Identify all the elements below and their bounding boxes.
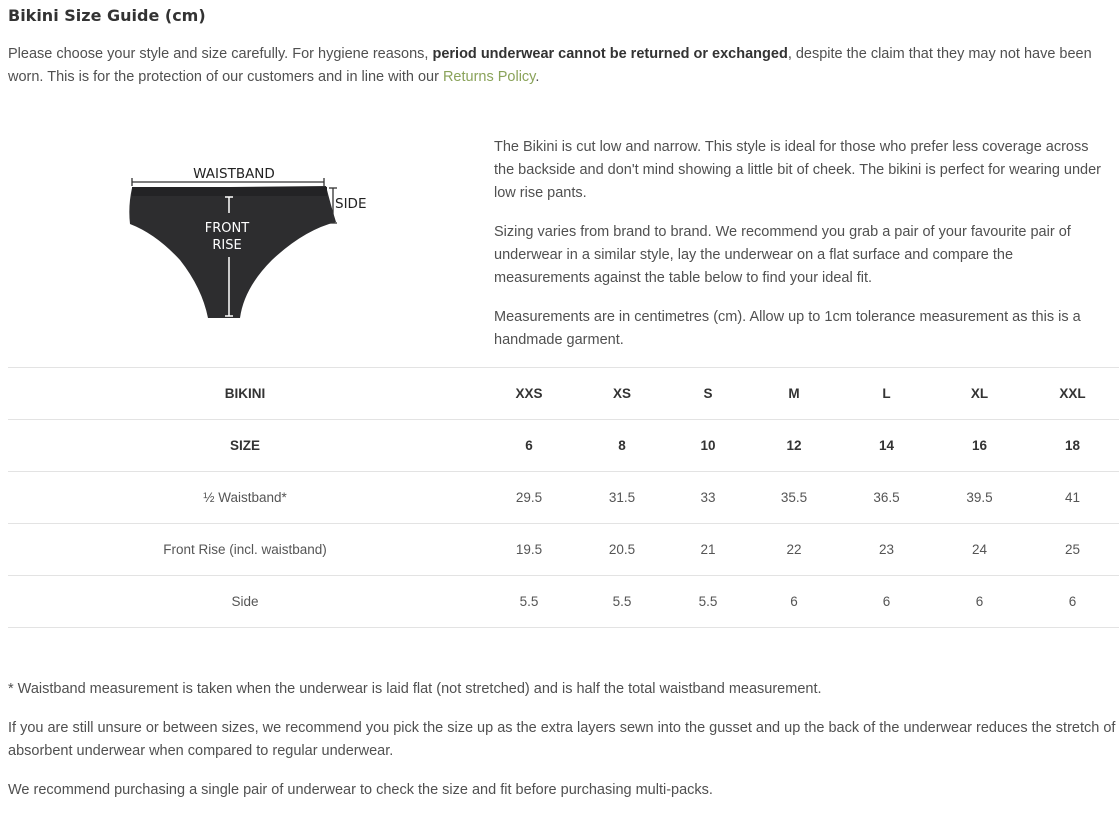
description-paragraph: Measurements are in centimetres (cm). Allow up to 1cm tolerance measurement as this is a handmade garment. [494,309,1081,348]
table-cell: 39.5 [933,472,1026,524]
table-cell: 36.5 [840,472,933,524]
front-label: FRONT [204,221,250,236]
table-cell: 35.5 [748,472,840,524]
table-row [8,576,1119,628]
side-label: SIDE [335,196,367,212]
table-cell: S [668,368,748,420]
purchase-advice: We recommend purchasing a single pair of underwear to check the size and fit before purchasing multi-packs. [8,782,713,798]
style-description [494,136,1104,368]
bikini-diagram-icon [122,160,372,325]
page-title: Bikini Size Guide (cm) [8,6,206,25]
table-row [8,524,1119,576]
table-cell: 21 [668,524,748,576]
table-cell: 33 [668,472,748,524]
table-cell: 22 [748,524,840,576]
table-cell: XL [933,368,1026,420]
table-cell: L [840,368,933,420]
table-cell: 16 [933,420,1026,472]
table-cell: 5.5 [668,576,748,628]
table-row [8,420,1119,472]
table-cell: SIZE [8,420,482,472]
table-cell: 18 [1026,420,1119,472]
waistband-band [132,187,327,196]
table-cell: 10 [668,420,748,472]
intro-text-continued: , despite the claim that they may not have been worn. This is for the protection of our customers and in line with our [8,46,1092,85]
table-cell: 19.5 [482,524,576,576]
table-cell: 6 [482,420,576,472]
table-cell: 31.5 [576,472,668,524]
table-cell: BIKINI [8,368,482,420]
description-paragraph: Sizing varies from brand to brand. We recommend you grab a pair of your favourite pair of underwear in a similar style, lay the underwear on a flat surface and compare the measurements against the table below to find your ideal fit. [494,224,1071,286]
table-header-row [8,368,1119,420]
table-cell: Side [8,576,482,628]
table-cell: 20.5 [576,524,668,576]
returns-policy-link[interactable]: Returns Policy [442,69,536,85]
table-cell: XXS [482,368,576,420]
table-cell: 41 [1026,472,1119,524]
footnote-waistband: * Waistband measurement is taken when the underwear is laid flat (not stretched) and is half the total waistband measurement. [8,681,822,697]
intro-bold-notice: period underwear cannot be returned or exchanged [432,46,788,62]
table-cell: 6 [1026,576,1119,628]
table-cell: 6 [933,576,1026,628]
footer-notes [8,678,1116,818]
intro-text: Please choose your style and size carefully. For hygiene reasons, [8,46,433,62]
sizing-advice: If you are still unsure or between sizes, we recommend you pick the size up as the extra layers sewn into the gusset and up the back of the underwear reduces the stretch of absorbent underwear when compared to regular underwear. [8,720,1116,759]
table-cell: 14 [840,420,933,472]
intro-paragraph [8,43,1116,89]
table-cell: 25 [1026,524,1119,576]
table-cell: XS [576,368,668,420]
rise-label: RISE [212,238,242,253]
table-cell: 6 [748,576,840,628]
table-cell: 23 [840,524,933,576]
table-cell: 6 [840,576,933,628]
table-cell: 5.5 [482,576,576,628]
waistband-label: WAISTBAND [193,166,275,182]
table-cell: ½ Waistband* [8,472,482,524]
table-cell: 5.5 [576,576,668,628]
table-cell: Front Rise (incl. waistband) [8,524,482,576]
table-row [8,472,1119,524]
table-cell: M [748,368,840,420]
table-cell: 24 [933,524,1026,576]
description-paragraph: The Bikini is cut low and narrow. This style is ideal for those who prefer less coverage across the backside and don't mind showing a little bit of cheek. The bikini is perfect for wearing under low rise pants. [494,139,1102,201]
intro-period: . [535,69,540,85]
table-cell: XXL [1026,368,1119,420]
table-cell: 12 [748,420,840,472]
table-cell: 8 [576,420,668,472]
table-cell: 29.5 [482,472,576,524]
size-table [8,367,1119,628]
